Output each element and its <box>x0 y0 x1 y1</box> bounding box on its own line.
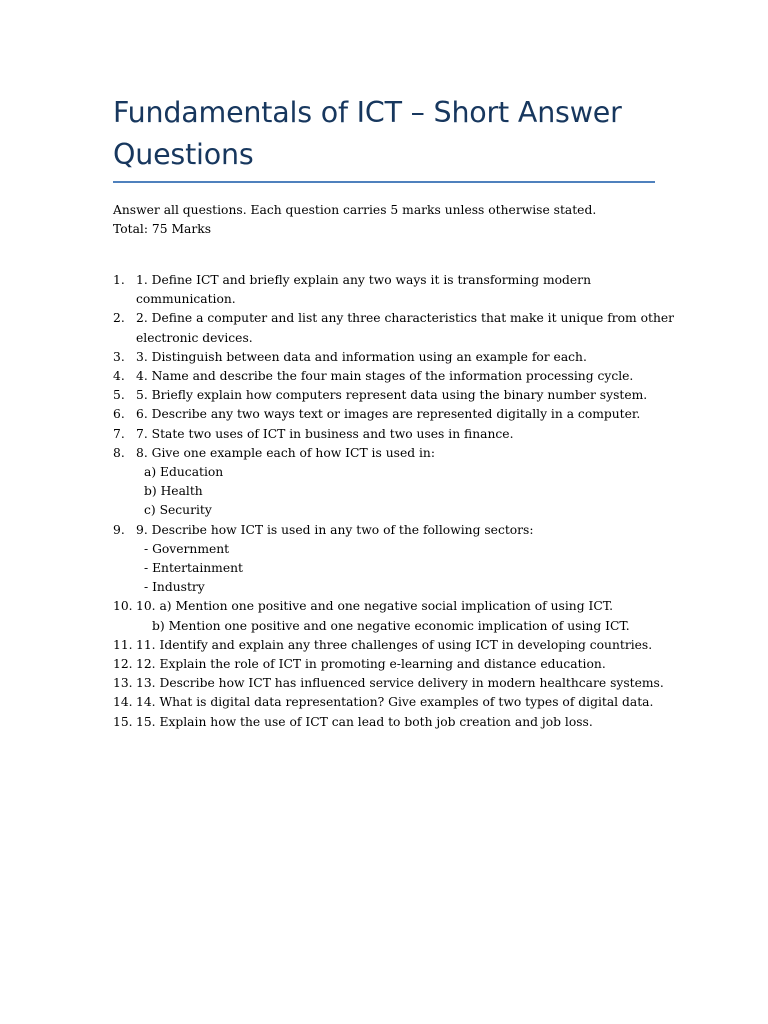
question-item <box>113 348 655 367</box>
question-number: 15. <box>113 714 133 729</box>
question-item <box>113 271 655 309</box>
question-item <box>113 693 655 712</box>
question-text: 10. a) Mention one positive and one negative social implication of using ICT. <box>136 599 614 614</box>
question-number: 9. <box>113 522 125 537</box>
question-number: 12. <box>113 657 133 672</box>
question-subitem: - Industry <box>144 580 205 595</box>
question-item <box>113 367 655 386</box>
question-text: 1. Define ICT and briefly explain any two ways it is transforming modern <box>136 273 591 287</box>
question-text: 7. State two uses of ICT in business and two uses in finance. <box>136 426 514 441</box>
question-text: 2. Define a computer and list any three characteristics that make it unique from other <box>136 311 675 326</box>
instructions <box>113 201 655 239</box>
question-text: 9. Describe how ICT is used in any two of the following sectors: <box>136 522 534 537</box>
question-number: 2. <box>113 311 125 326</box>
question-item <box>113 655 655 674</box>
question-subitem: - Entertainment <box>144 561 243 576</box>
title-divider <box>113 181 655 183</box>
question-text: 4. Name and describe the four main stages of the information processing cycle. <box>136 369 634 384</box>
question-subitem: - Government <box>144 541 230 556</box>
question-item <box>113 405 655 424</box>
question-number: 6. <box>113 407 125 422</box>
question-number: 1. <box>113 273 125 287</box>
question-item <box>113 386 655 405</box>
question-text: 11. Identify and explain any three challenges of using ICT in developing countries. <box>136 637 653 652</box>
question-item <box>113 713 655 732</box>
question-list <box>113 271 675 732</box>
question-text: 5. Briefly explain how computers represent data using the binary number system. <box>136 388 648 403</box>
question-text-continued: communication. <box>136 292 236 307</box>
instructions-line: Answer all questions. Each question carries 5 marks unless otherwise stated. <box>113 203 597 217</box>
question-subitem: b) Health <box>144 484 203 499</box>
question-subitem: a) Education <box>144 465 224 480</box>
question-text: 3. Distinguish between data and information using an example for each. <box>136 349 587 364</box>
page-title: Fundamentals of ICT – Short Answer Questions <box>113 96 622 171</box>
question-number: 11. <box>113 637 133 652</box>
question-text: 12. Explain the role of ICT in promoting e-learning and distance education. <box>136 657 606 672</box>
total-marks: Total: 75 Marks <box>113 222 212 236</box>
question-item <box>113 597 655 635</box>
question-number: 3. <box>113 349 125 364</box>
question-number: 5. <box>113 388 125 403</box>
question-item <box>113 425 655 444</box>
question-number: 8. <box>113 445 125 460</box>
question-item <box>113 674 664 693</box>
question-item <box>113 636 655 655</box>
question-text: 6. Describe any two ways text or images are represented digitally in a computer. <box>136 407 641 422</box>
question-number: 10. <box>113 599 133 614</box>
question-text: 8. Give one example each of how ICT is used in: <box>136 445 435 460</box>
question-number: 7. <box>113 426 125 441</box>
question-number: 4. <box>113 369 125 384</box>
question-item <box>113 444 655 521</box>
question-item <box>113 309 675 347</box>
question-text: 15. Explain how the use of ICT can lead to both job creation and job loss. <box>136 714 593 729</box>
question-text: 14. What is digital data representation? Give examples of two types of digital data. <box>136 695 654 710</box>
question-number: 13. <box>113 676 133 691</box>
question-item <box>113 521 655 598</box>
document-page <box>113 92 675 732</box>
question-text: 13. Describe how ICT has influenced service delivery in modern healthcare systems. <box>136 676 664 691</box>
question-text-continued: electronic devices. <box>136 330 253 345</box>
question-subitem: b) Mention one positive and one negative economic implication of using ICT. <box>152 618 630 633</box>
question-subitem: c) Security <box>144 503 212 518</box>
question-number: 14. <box>113 695 133 710</box>
